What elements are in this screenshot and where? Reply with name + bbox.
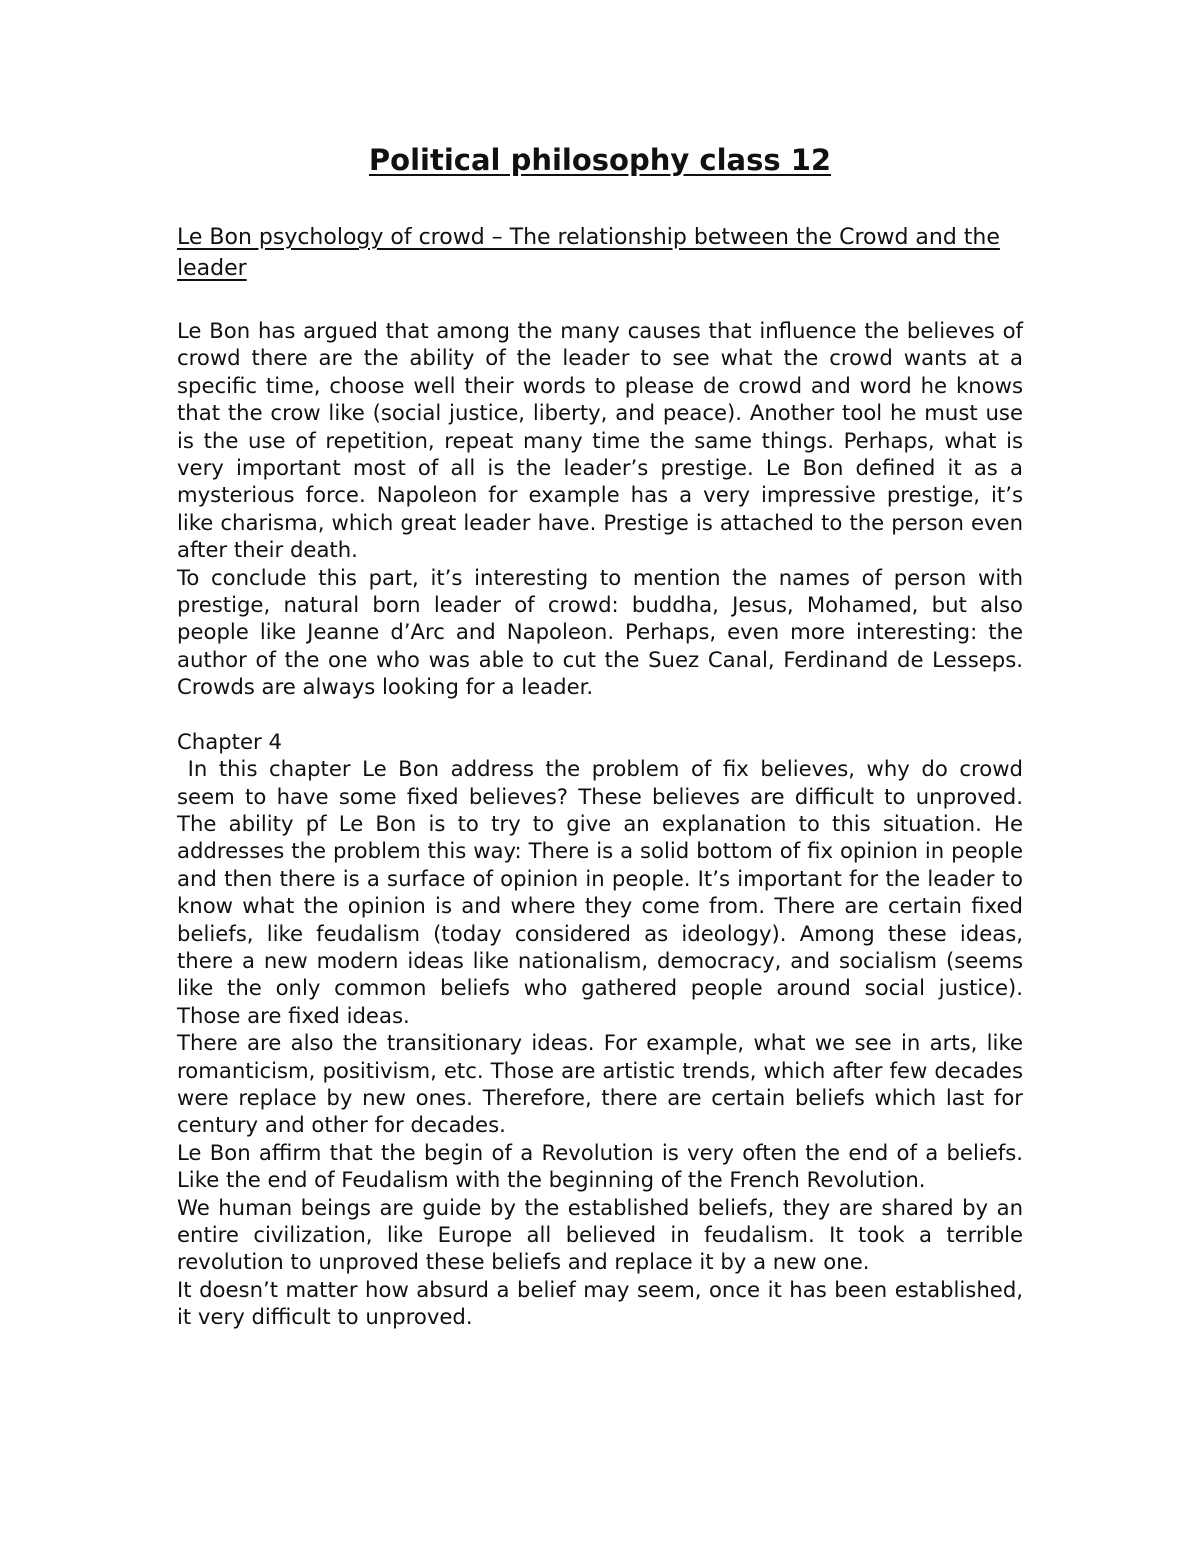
document-page: [177, 140, 1023, 1331]
paragraph: Le Bon affirm that the begin of a Revolution is very often the end of a beliefs. Like the end of Feudalism with the beginning of the French Revolution.: [177, 1139, 1023, 1193]
chapter-heading: Chapter 4: [177, 728, 282, 754]
paragraph: To conclude this part, it’s interesting to mention the names of person with prestige, natural born leader of crowd: buddha, Jesus, Mohamed, but also people like Jeanne d’Arc and Napoleon. Perhaps, even more interesting: the author of the one who was able to cut the Suez Canal, Ferdinand de Lesseps. Crowds are always looking for a leader.: [177, 564, 1023, 700]
paragraph: It doesn’t matter how absurd a belief may seem, once it has been established, it very difficult to unproved.: [177, 1276, 1023, 1330]
paragraph: We human beings are guide by the established beliefs, they are shared by an entire civilization, like Europe all believed in feudalism. It took a terrible revolution to unproved these beliefs and replace it by a new one.: [177, 1194, 1023, 1275]
paragraph: In this chapter Le Bon address the problem of fix believes, why do crowd seem to have some fixed believes? These believes are difficult to unproved. The ability pf Le Bon is to try to give an explanation to this situation. He addresses the problem this way: There is a solid bottom of fix opinion in people and then there is a surface of opinion in people. It’s important for the leader to know what the opinion is and where they come from. There are certain fixed beliefs, like feudalism (today considered as ideology). Among these ideas, there a new modern ideas like nationalism, democracy, and socialism (seems like the only common beliefs who gathered people around social justice). Those are fixed ideas.: [177, 756, 1023, 1028]
paragraph: Le Bon has argued that among the many causes that influence the believes of crowd there are the ability of the leader to see what the crowd wants at a specific time, choose well their words to please de crowd and word he knows that the crow like (social justice, liberty, and peace). Another tool he must use is the use of repetition, repeat many time the same things. Perhaps, what is very important most of all is the leader’s prestige. Le Bon defined it as a mysterious force. Napoleon for example has a very impressive prestige, it’s like charisma, which great leader have. Prestige is attached to the person even after their death.: [177, 318, 1023, 563]
paragraph: There are also the transitionary ideas. For example, what we see in arts, like romanticism, positivism, etc. Those are artistic trends, which after few decades were replace by new ones. Therefore, there are certain beliefs which last for century and other for decades.: [177, 1030, 1023, 1138]
section-subtitle: Le Bon psychology of crowd – The relationship between the Crowd and the leader: [177, 225, 1000, 281]
spacer: [177, 701, 1023, 728]
document-title: Political philosophy class 12: [368, 143, 832, 177]
